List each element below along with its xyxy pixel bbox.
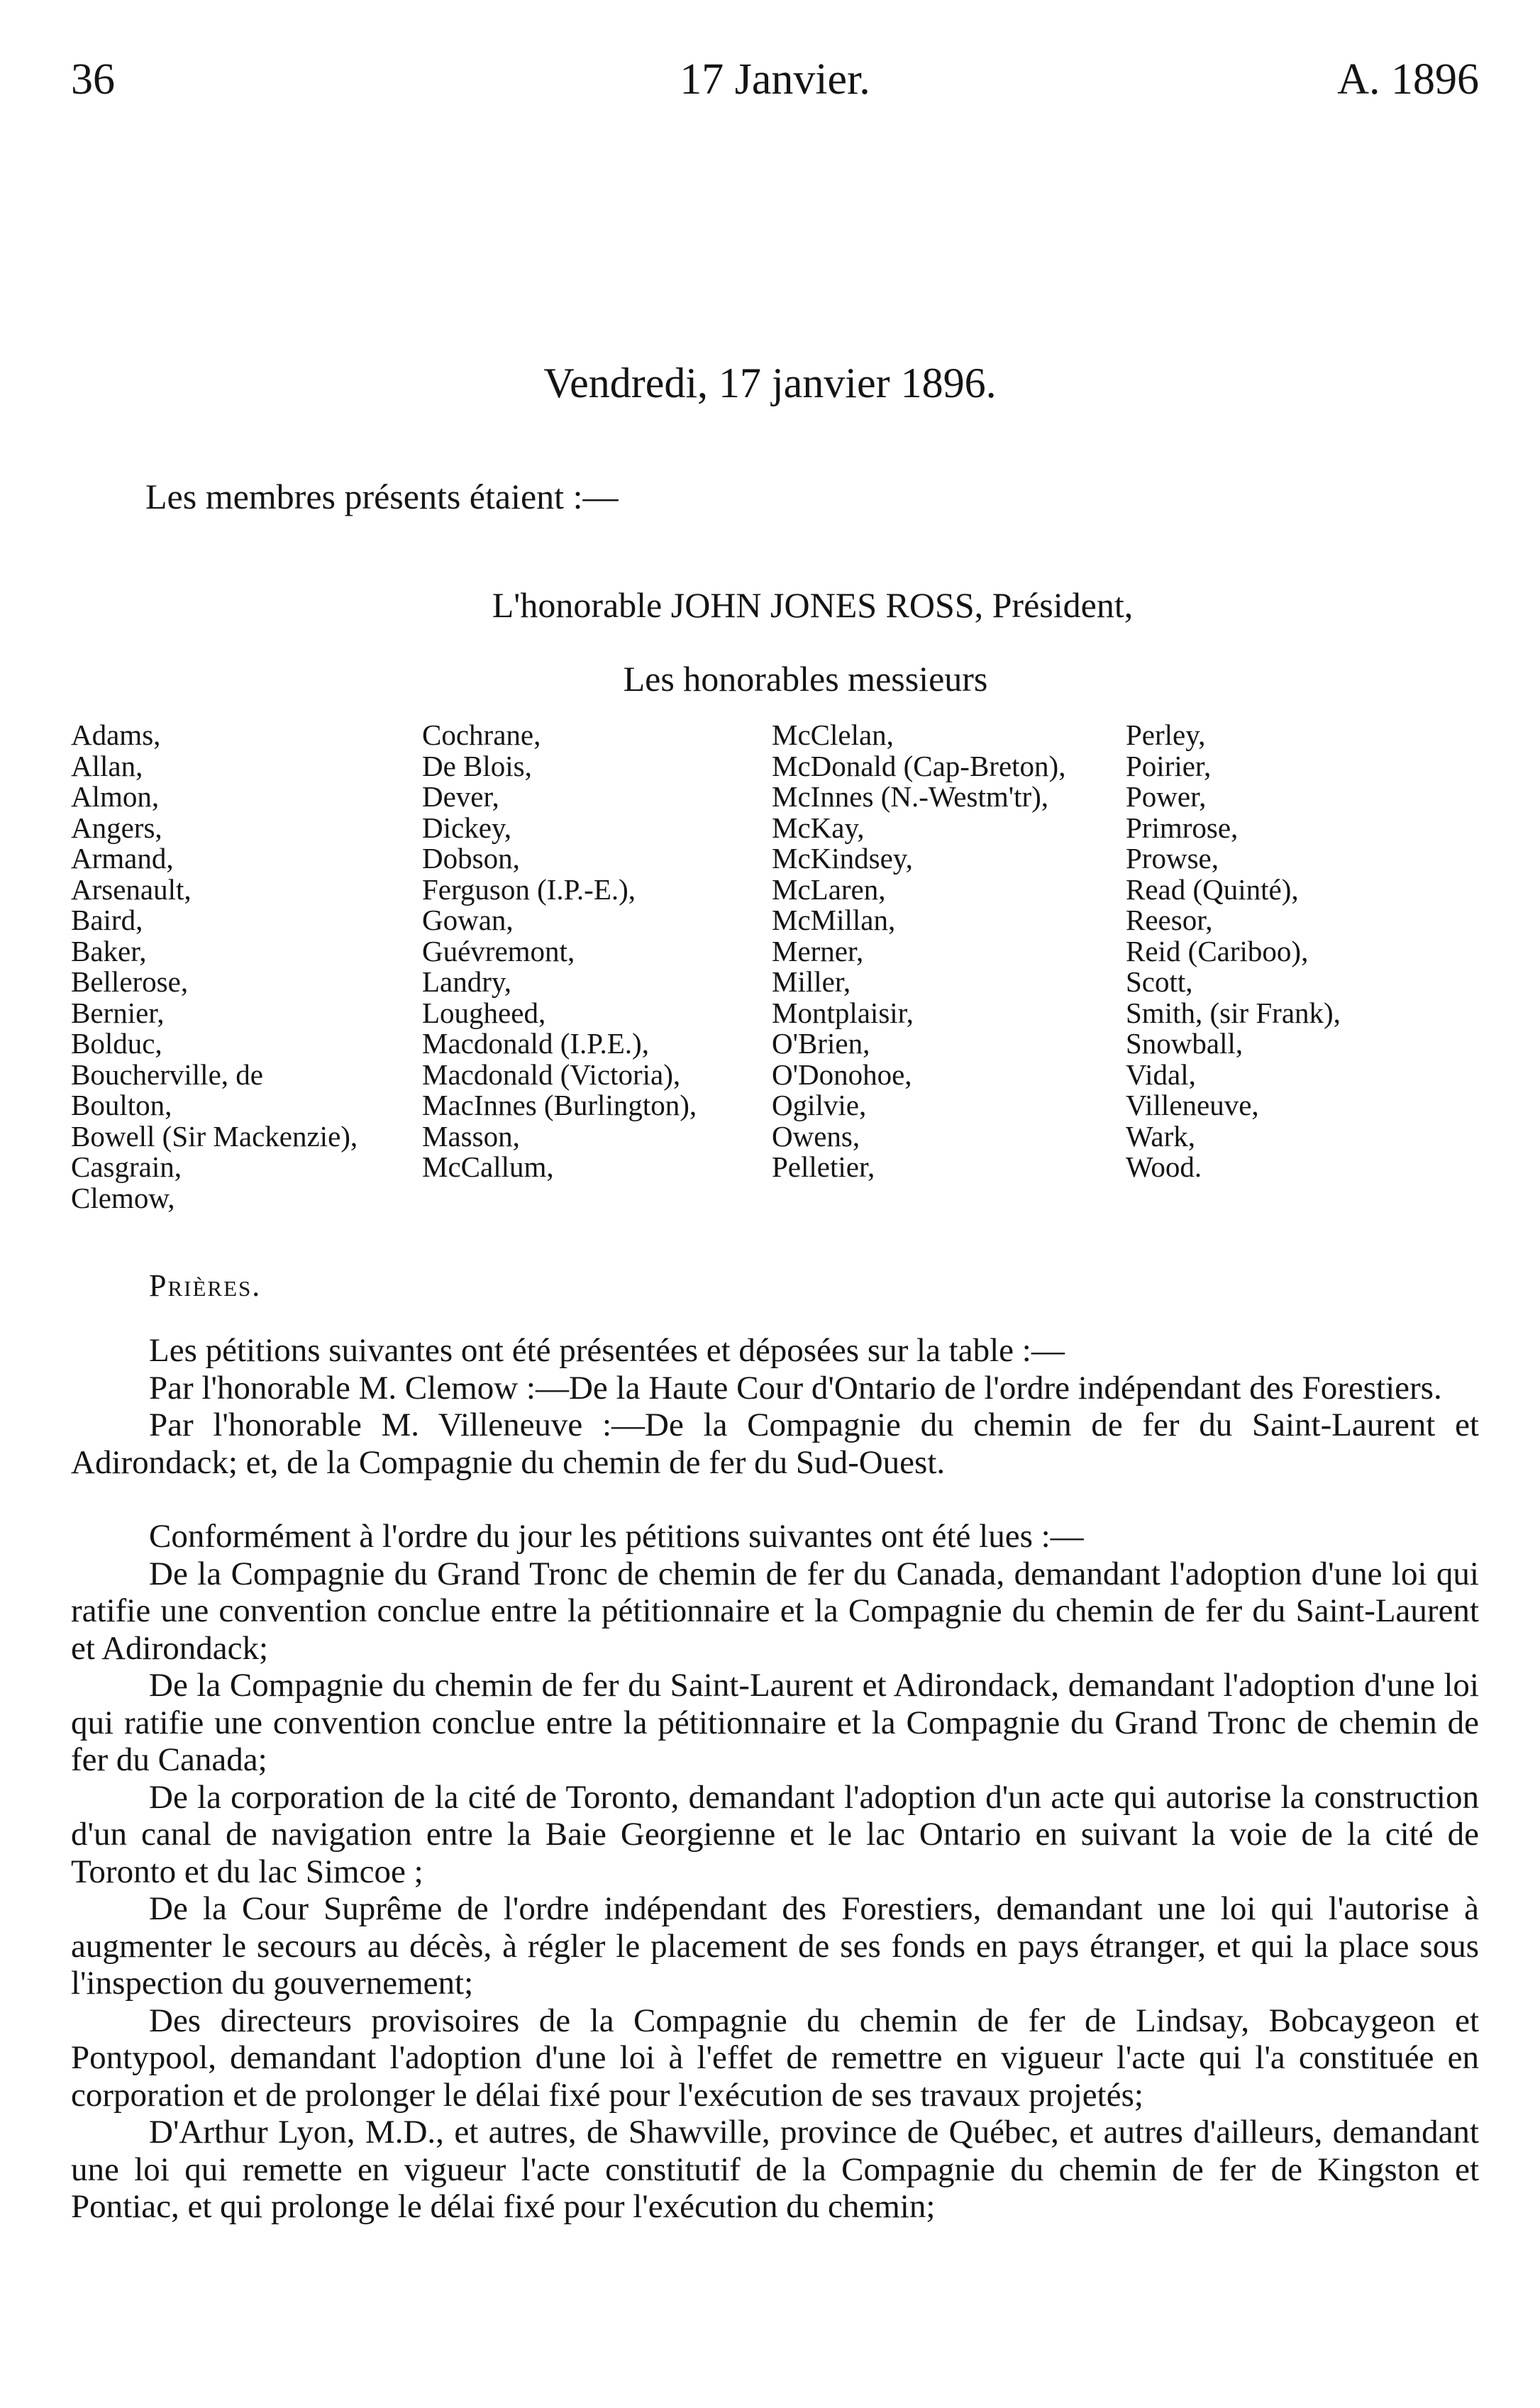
- member-name: Dickey,: [422, 811, 511, 844]
- member-name: Merner,: [772, 934, 864, 967]
- member-name: McKay,: [772, 811, 865, 844]
- paragraph: Par l'honorable M. Villeneuve :—De la Compagnie du chemin de fer du Saint-Laurent et Adirondack; et, de la Compagnie du chemin de fer du Sud-Ouest.: [71, 1406, 1479, 1481]
- member-name: McDonald (Cap-Breton),: [772, 749, 1066, 782]
- paragraph: Des directeurs provisoires de la Compagnie du chemin de fer de Lindsay, Bobcaygeon et Pontypool, demandant l'adoption d'une loi à l'effet de remettre en vigueur l'acte qui l'a constituée en corporation et de prolonger le délai fixé pour l'exécution de ses travaux projetés;: [71, 2002, 1479, 2114]
- member-name: Allan,: [71, 749, 143, 782]
- member-name: Masson,: [422, 1119, 520, 1153]
- member-name: Wark,: [1126, 1119, 1196, 1153]
- paragraph: De la corporation de la cité de Toronto, demandant l'adoption d'un acte qui autorise la construction d'un canal de navigation entre la Baie Georgienne et le lac Ontario en suivant la voie de la cité de Toronto et du lac Simcoe ;: [71, 1778, 1479, 1890]
- sitting-date-heading: Vendredi, 17 janvier 1896.: [543, 360, 997, 406]
- member-name: O'Brien,: [772, 1027, 870, 1060]
- member-name: Boucherville, de: [71, 1058, 263, 1091]
- member-name: Guévremont,: [422, 934, 575, 967]
- member-name: Macdonald (Victoria),: [422, 1058, 681, 1091]
- member-name: Baird,: [71, 904, 143, 936]
- running-head-date: 17 Janvier.: [680, 55, 870, 104]
- member-name: Poirier,: [1126, 749, 1212, 782]
- member-name: McInnes (N.-Westm'tr),: [772, 780, 1049, 813]
- member-name: Ogilvie,: [772, 1089, 867, 1121]
- member-name: Casgrain,: [71, 1150, 182, 1183]
- member-name: Bellerose,: [71, 965, 189, 998]
- member-name: McKindsey,: [772, 842, 913, 875]
- members-column-3: [772, 720, 1065, 1183]
- member-name: Miller,: [772, 965, 851, 998]
- member-name: Arsenault,: [71, 872, 192, 906]
- member-name: Bolduc,: [71, 1027, 162, 1060]
- paragraph: Conformément à l'ordre du jour les pétitions suivantes ont été lues :—: [149, 1518, 1084, 1555]
- member-name: Dobson,: [422, 842, 520, 875]
- member-name: Villeneuve,: [1126, 1089, 1259, 1121]
- members-column-4: [1126, 720, 1341, 1183]
- body-text: [71, 1332, 1479, 2226]
- member-name: Reid (Cariboo),: [1126, 934, 1309, 967]
- member-name: McClelan,: [772, 718, 894, 751]
- member-name: Dever,: [422, 780, 499, 813]
- member-name: Angers,: [71, 811, 162, 844]
- member-name: Gowan,: [422, 904, 514, 936]
- president-line: L'honorable JOHN JONES ROSS, Président,: [492, 585, 1134, 625]
- members-list: [71, 720, 1479, 1231]
- member-name: Adams,: [71, 718, 161, 751]
- member-name: Vidal,: [1126, 1058, 1196, 1091]
- member-name: Owens,: [772, 1119, 860, 1153]
- page-number: 36: [71, 55, 115, 104]
- member-name: Ferguson (I.P.-E.),: [422, 872, 636, 906]
- honorables-messieurs-line: Les honorables messieurs: [623, 659, 988, 699]
- paragraph: D'Arthur Lyon, M.D., et autres, de Shawville, province de Québec, et autres d'ailleurs, demandant une loi qui remette en vigueur l'acte constitutif de la Compagnie du chemin de fer de Kingston et Pontiac, et qui prolonge le délai fixé pour l'exécution du chemin;: [71, 2114, 1479, 2225]
- member-name: Baker,: [71, 934, 147, 967]
- member-name: McCallum,: [422, 1150, 554, 1183]
- member-name: Bowell (Sir Mackenzie),: [71, 1119, 358, 1153]
- paragraph: De la Compagnie du chemin de fer du Saint-Laurent et Adirondack, demandant l'adoption d'une loi qui ratifie une convention conclue entre la pétitionnaire et la Compagnie du Grand Tronc de chemin de fer du Canada;: [71, 1667, 1479, 1778]
- member-name: Prowse,: [1126, 842, 1219, 875]
- paragraph: De la Cour Suprême de l'ordre indépendant des Forestiers, demandant une loi qui l'autorise à augmenter le secours au décès, à régler le placement de ses fonds en pays étranger, et qui la place sous l'inspection du gouvernement;: [71, 1890, 1479, 2002]
- running-head: [71, 51, 1479, 108]
- members-present-intro: Les membres présents étaient :—: [145, 477, 619, 516]
- member-name: Boulton,: [71, 1089, 172, 1121]
- member-name: McLaren,: [772, 872, 886, 906]
- member-name: Clemow,: [71, 1181, 175, 1214]
- member-name: Snowball,: [1126, 1027, 1243, 1060]
- member-name: Perley,: [1126, 718, 1206, 751]
- paragraph: Par l'honorable M. Clemow :—De la Haute Cour d'Ontario de l'ordre indépendant des Forestiers.: [149, 1369, 1442, 1406]
- member-name: Almon,: [71, 780, 160, 813]
- member-name: Power,: [1126, 780, 1207, 813]
- paragraph: De la Compagnie du Grand Tronc de chemin de fer du Canada, demandant l'adoption d'une loi qui ratifie une convention conclue entre la pétitionnaire et la Compagnie du chemin de fer du Saint-Laurent et Adirondack;: [71, 1555, 1479, 1667]
- member-name: Smith, (sir Frank),: [1126, 996, 1341, 1029]
- member-name: Primrose,: [1126, 811, 1239, 844]
- member-name: Wood.: [1126, 1150, 1202, 1183]
- member-name: Read (Quinté),: [1126, 872, 1299, 906]
- member-name: Armand,: [71, 842, 174, 875]
- member-name: Pelletier,: [772, 1150, 875, 1183]
- member-name: Lougheed,: [422, 996, 546, 1029]
- members-column-1: [71, 720, 358, 1214]
- member-name: De Blois,: [422, 749, 532, 782]
- member-name: Montplaisir,: [772, 996, 914, 1029]
- member-name: Macdonald (I.P.E.),: [422, 1027, 649, 1060]
- member-name: Scott,: [1126, 965, 1193, 998]
- members-column-2: [422, 720, 697, 1183]
- member-name: Bernier,: [71, 996, 165, 1029]
- member-name: MacInnes (Burlington),: [422, 1089, 697, 1121]
- member-name: McMillan,: [772, 904, 896, 936]
- prieres-heading: Prières.: [149, 1268, 262, 1303]
- member-name: Reesor,: [1126, 904, 1213, 936]
- member-name: O'Donohoe,: [772, 1058, 912, 1091]
- paragraph: Les pétitions suivantes ont été présentées et déposées sur la table :—: [149, 1332, 1065, 1369]
- member-name: Cochrane,: [422, 718, 541, 751]
- running-head-year: A. 1896: [1337, 55, 1479, 104]
- member-name: Landry,: [422, 965, 511, 998]
